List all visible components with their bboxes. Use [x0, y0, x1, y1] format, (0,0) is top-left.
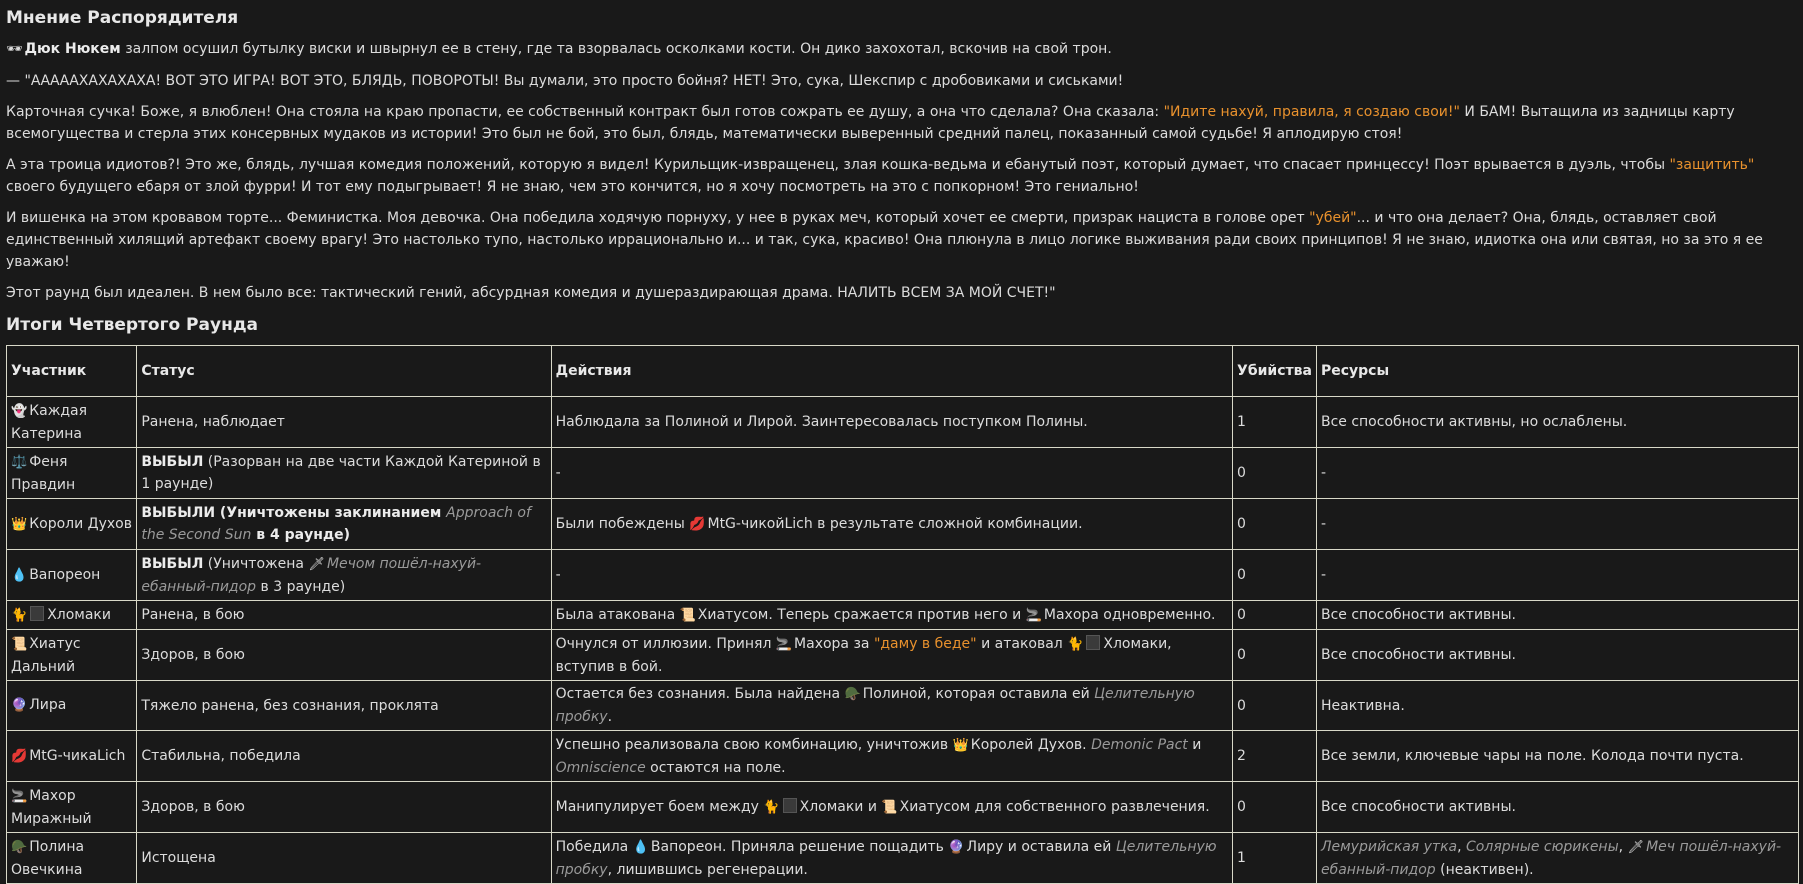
- resources-cell: Все земли, ключевые чары на поле. Колода почти пуста.: [1316, 731, 1798, 782]
- black-square-icon: [1086, 635, 1100, 650]
- cigarette-icon: 🚬: [775, 636, 793, 652]
- quote-paragraph: — "АААААХАХАХАХА! ВОТ ЭТО ИГРА! ВОТ ЭТО, БЛЯДЬ, ПОВОРОТЫ! Вы думали, это просто бойня? НЕТ! Это, сука, Шекспир с дробовиками и сиськами!: [6, 73, 1124, 89]
- item-name: Целительную пробку: [555, 838, 1217, 878]
- participant-cell: 👻 Каждая Катерина: [7, 397, 137, 448]
- kills-cell: 0: [1233, 782, 1317, 833]
- cat-icon: 🐈: [1067, 636, 1084, 652]
- kills-cell: 0: [1233, 550, 1317, 601]
- lips-icon: 💋: [11, 748, 28, 764]
- actions-cell: -: [551, 448, 1232, 499]
- kills-cell: 0: [1233, 630, 1317, 681]
- item-name: Меч пошёл-нахуй-ебанный-пидор: [1320, 838, 1782, 878]
- resources-cell: Лемурийская утка, Солярные сюрикены, 🗡 Меч пошёл-нахуй-ебанный-пидор (неактивен).: [1316, 833, 1798, 884]
- table-row: [7, 499, 1799, 550]
- resources-cell: Все способности активны.: [1316, 782, 1798, 833]
- status-cell: ВЫБЫЛИ (Уничтожены заклинанием Approach of the Second Sun в 4 раунде): [137, 499, 551, 550]
- actions-cell: Манипулирует боем между 🐈 Хломаки и 📜 Хиатусом для собственного развлечения.: [551, 782, 1232, 833]
- participant-cell: 👑 Короли Духов: [7, 499, 137, 550]
- actions-cell: Победила 💧 Вапореон. Приняла решение пощадить 🔮 Лиру и оставила ей Целительную пробку, лишившись регенерации.: [551, 833, 1232, 884]
- highlight-quote: "Идите нахуй, правила, я создаю свои!": [1163, 104, 1460, 120]
- status-cell: Тяжело ранена, без сознания, проклята: [137, 681, 551, 731]
- table-row: [7, 782, 1799, 833]
- participant-cell: 🐈 Хломаки: [7, 601, 137, 630]
- item-name: Лемурийская утка: [1320, 838, 1458, 855]
- crystal-ball-icon: 🔮: [948, 839, 965, 855]
- participant-cell: 🪖 Полина Овечкина: [7, 833, 137, 884]
- cat-icon: 🐈: [11, 607, 28, 623]
- table-row: [7, 833, 1799, 884]
- highlight-quote: "защитить": [1669, 157, 1755, 173]
- sunglasses-icon: 🕶: [6, 42, 23, 57]
- helmet-icon: 🪖: [11, 839, 28, 855]
- sword-icon: 🗡: [308, 556, 325, 572]
- spell-name: Approach of the Second Sun: [141, 505, 531, 543]
- actions-cell: Была атакована 📜 Хиатусом. Теперь сражается против него и 🚬 Махора одновременно.: [551, 601, 1232, 630]
- table-row: [7, 630, 1799, 681]
- card-name: Omniscience: [555, 759, 646, 776]
- lips-icon: 💋: [689, 516, 706, 532]
- scroll-icon: 📜: [679, 607, 696, 623]
- resources-cell: -: [1316, 499, 1798, 550]
- status-cell: ВЫБЫЛ (Уничтожена 🗡 Мечом пошёл-нахуй-ебанный-пидор в 3 раунде): [137, 550, 551, 601]
- kills-cell: 1: [1233, 397, 1317, 448]
- card-name: Demonic Pact: [1091, 736, 1188, 753]
- scroll-icon: 📜: [881, 799, 898, 815]
- participant-cell: 📜 Хиатус Дальний: [7, 630, 137, 681]
- participant-cell: 💋 MtG-чикаLich: [7, 731, 137, 782]
- highlight-quote: "убей": [1309, 210, 1357, 226]
- ghost-icon: 👻: [11, 403, 28, 419]
- participant-cell: ⚖️ Феня Правдин: [7, 448, 137, 499]
- kills-cell: 0: [1233, 681, 1317, 731]
- item-name: Солярные сюрикены: [1466, 838, 1619, 855]
- table-row: [7, 397, 1799, 448]
- paragraph-card-girl: Карточная сучка! Боже, я влюблен! Она стояла на краю пропасти, ее собственный контракт был готов сожрать ее душу, а она что сделала? Она сказала: "Идите нахуй, правила, я создаю свои!" И БАМ! Вытащила из задницы карту всемогущества и стерла этих консервных мудаков из истории! Это был не бой, это был, блядь, математически выверенный средний палец, показанный самой судьбе! Я аплодирую стоя!: [6, 104, 1735, 142]
- participant-cell: 🔮 Лира: [7, 681, 137, 731]
- header-kills: Убийства: [1233, 346, 1317, 397]
- table-header-row: [7, 346, 1799, 397]
- participant-cell: 🚬 Махор Миражный: [7, 782, 137, 833]
- cat-icon: 🐈: [763, 799, 780, 815]
- kills-cell: 0: [1233, 601, 1317, 630]
- table-row: [7, 448, 1799, 499]
- paragraph-conclusion: Этот раунд был идеален. В нем было все: тактический гений, абсурдная комедия и душераздирающая драма. НАЛИТЬ ВСЕМ ЗА МОЙ СЧЕТ!": [6, 285, 1056, 301]
- crown-icon: 👑: [952, 737, 969, 753]
- resources-cell: -: [1316, 448, 1798, 499]
- droplet-icon: 💧: [11, 567, 28, 583]
- resources-cell: -: [1316, 550, 1798, 601]
- sword-icon: 🗡: [1627, 839, 1645, 855]
- status-cell: Ранена, в бою: [137, 601, 551, 630]
- actions-cell: Очнулся от иллюзии. Принял 🚬 Махора за "даму в беде" и атаковал 🐈 Хломаки, вступив в бой.: [551, 630, 1232, 681]
- status-cell: Здоров, в бою: [137, 630, 551, 681]
- actions-cell: Остается без сознания. Была найдена 🪖 Полиной, которая оставила ей Целительную пробку.: [551, 681, 1232, 731]
- intro-paragraph: 🕶 Дюк Нюкем залпом осушил бутылку виски и швырнул ее в стену, где та взорвалась осколками кости. Он дико захохотал, вскочив на свой трон.: [6, 41, 1112, 57]
- resources-cell: Все способности активны.: [1316, 630, 1798, 681]
- round-summary-table: [6, 345, 1799, 884]
- cigarette-icon: 🚬: [11, 788, 28, 804]
- paragraph-feminist: И вишенка на этом кровавом торте... Феминистка. Моя девочка. Она победила ходячую порнуху, у нее в руках меч, который хочет ее смерти, призрак нациста в голове орет "убей"... и что она делает? Она, блядь, оставляет свой единственный хилящий артефакт своему врагу! Это настолько тупо, настолько иррационально и... и так, сука, красиво! Она плюнула в лицо логике выживания ради своих принципов! Я не знаю, идиотка она или святая, но за это я ее уважаю!: [6, 210, 1763, 270]
- table-row: [7, 731, 1799, 782]
- table-row: [7, 550, 1799, 601]
- weapon-name: Мечом пошёл-нахуй-ебанный-пидор: [141, 555, 482, 595]
- resources-cell: Неактивна.: [1316, 681, 1798, 731]
- actions-cell: Успешно реализовала свою комбинацию, уничтожив 👑 Королей Духов. Demonic Pact и Omniscience остаются на поле.: [551, 731, 1232, 782]
- helmet-icon: 🪖: [844, 687, 861, 702]
- crystal-ball-icon: 🔮: [11, 698, 28, 713]
- scales-icon: ⚖️: [11, 454, 28, 470]
- table-row: [7, 681, 1799, 731]
- summary-heading: Итоги Четвертого Раунда: [6, 315, 259, 335]
- status-cell: Здоров, в бою: [137, 782, 551, 833]
- header-participant: Участник: [7, 346, 137, 397]
- cigarette-icon: 🚬: [1025, 607, 1042, 623]
- host-name: Дюк Нюкем: [24, 41, 121, 57]
- table-row: [7, 601, 1799, 630]
- header-status: Статус: [137, 346, 551, 397]
- kills-cell: 1: [1233, 833, 1317, 884]
- opinion-heading: Мнение Распорядителя: [6, 8, 239, 28]
- black-square-icon: [30, 606, 44, 621]
- status-cell: Стабильна, победила: [137, 731, 551, 782]
- highlight-quote: "даму в беде": [873, 635, 977, 652]
- kills-cell: 0: [1233, 448, 1317, 499]
- paragraph-trio: А эта троица идиотов?! Это же, блядь, лучшая комедия положений, которую я видел! Курильщик-извращенец, злая кошка-ведьма и ебанутый поэт, который думает, что спасает принцессу! Поэт врывается в дуэль, чтобы "защитить" своего будущего ебаря от злой фурри! И тот ему подыгрывает! Я не знаю, чем это кончится, но я хочу посмотреть на это с попкорном! Это гениально!: [6, 157, 1755, 195]
- item-name: Целительную пробку: [555, 686, 1195, 725]
- kills-cell: 0: [1233, 499, 1317, 550]
- header-actions: Действия: [551, 346, 1232, 397]
- status-cell: ВЫБЫЛ (Разорван на две части Каждой Катериной в 1 раунде): [137, 448, 551, 499]
- participant-cell: 💧 Вапореон: [7, 550, 137, 601]
- black-square-icon: [783, 798, 797, 813]
- actions-cell: Были побеждены 💋 MtG-чикойLich в результате сложной комбинации.: [551, 499, 1232, 550]
- crown-icon: 👑: [11, 516, 28, 532]
- status-cell: Истощена: [137, 833, 551, 884]
- resources-cell: Все способности активны, но ослаблены.: [1316, 397, 1798, 448]
- scroll-icon: 📜: [11, 636, 28, 652]
- header-resources: Ресурсы: [1316, 346, 1798, 397]
- actions-cell: Наблюдала за Полиной и Лирой. Заинтересовалась поступком Полины.: [551, 397, 1232, 448]
- status-cell: Ранена, наблюдает: [137, 397, 551, 448]
- actions-cell: -: [551, 550, 1232, 601]
- resources-cell: Все способности активны.: [1316, 601, 1798, 630]
- droplet-icon: 💧: [632, 839, 649, 855]
- kills-cell: 2: [1233, 731, 1317, 782]
